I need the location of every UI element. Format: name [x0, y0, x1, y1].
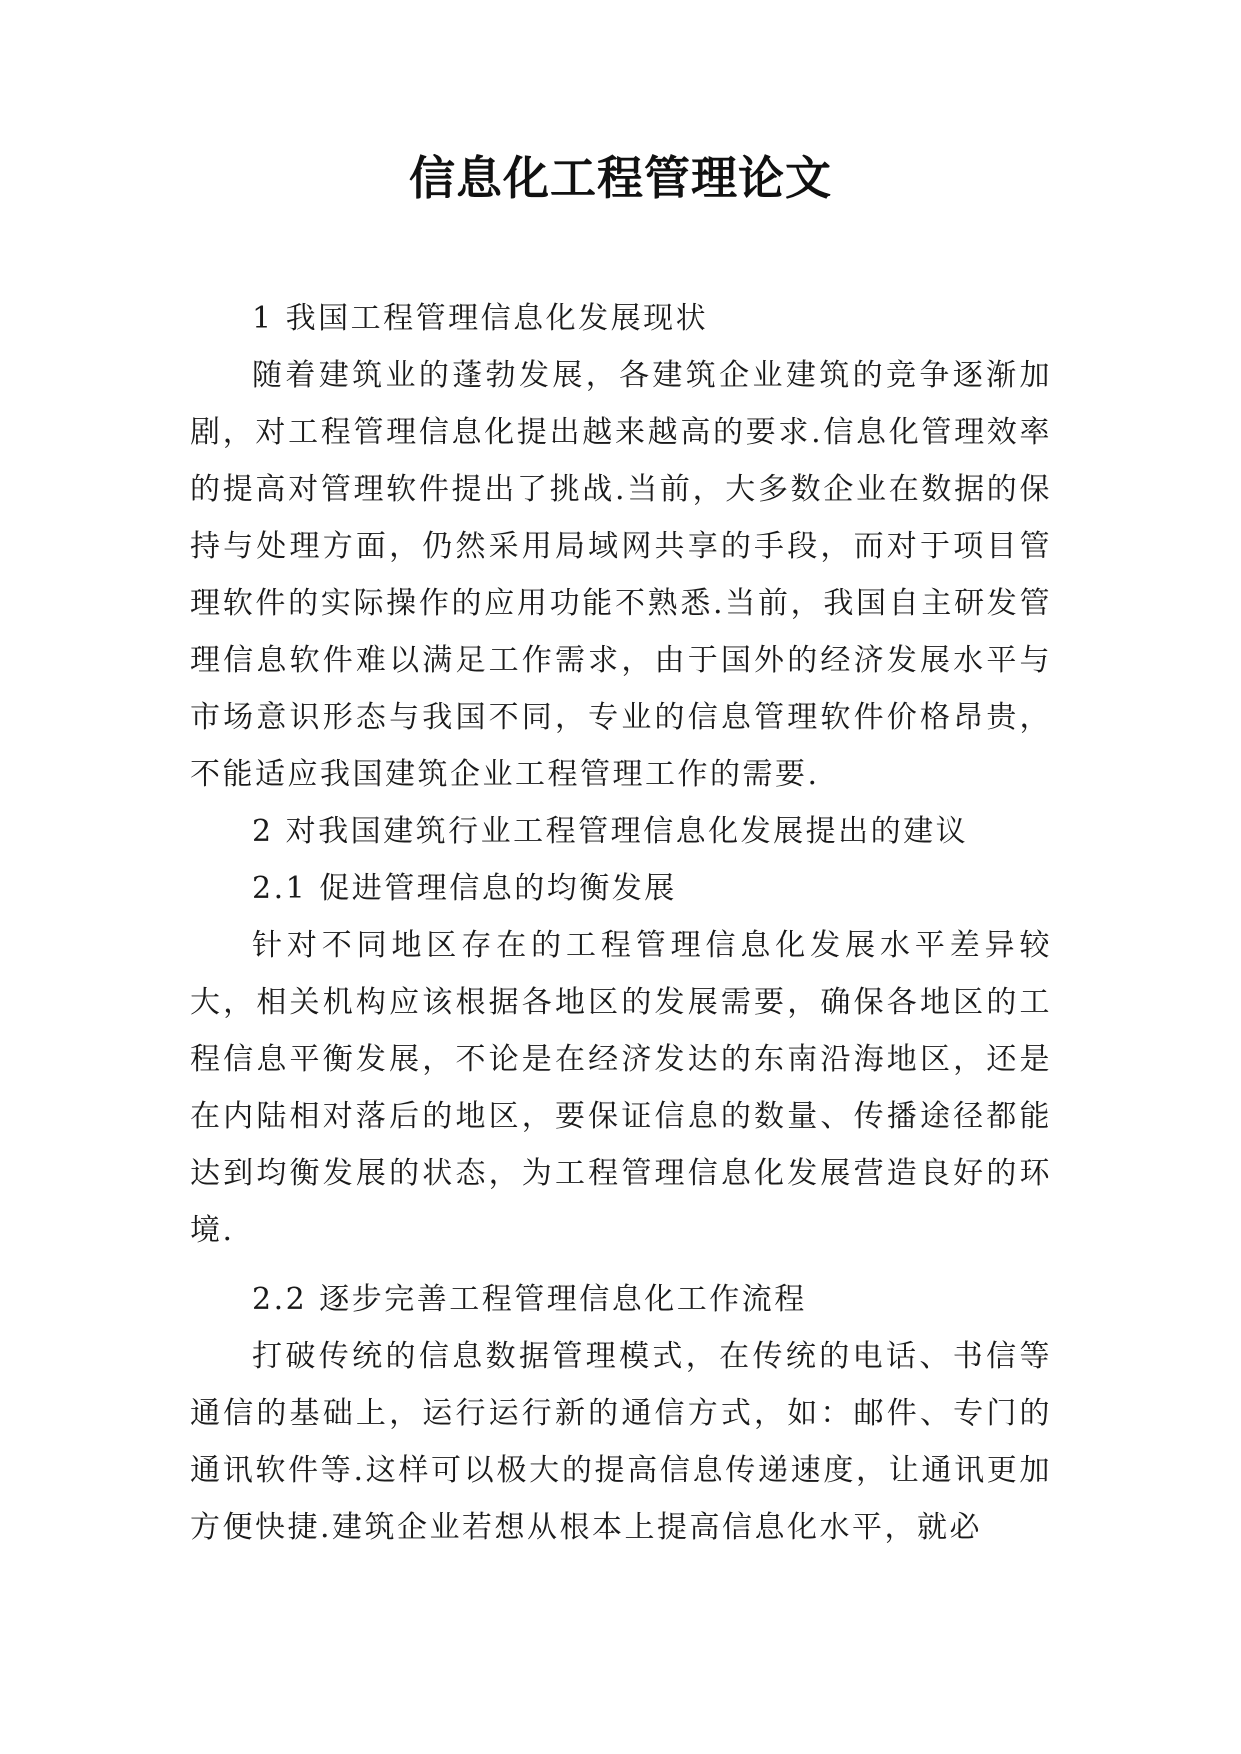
document-body — [190, 290, 1052, 1556]
section-heading-1: 1 我国工程管理信息化发展现状 — [252, 301, 709, 336]
subsection-heading-2-1: 2.1 促进管理信息的均衡发展 — [252, 871, 677, 906]
document-title: 信息化工程管理论文 — [409, 151, 832, 205]
subsection-heading-2-2: 2.2 逐步完善工程管理信息化工作流程 — [252, 1282, 807, 1317]
body-paragraph: 针对不同地区存在的工程管理信息化发展水平差异较大，相关机构应该根据各地区的发展需要，确保各地区的工程信息平衡发展，不论是在经济发达的东南沿海地区，还是在内陆相对落后的地区，要保证信息的数量、传播途径都能达到均衡发展的状态，为工程管理信息化发展营造良好的环境. — [190, 928, 1052, 1248]
body-paragraph: 打破传统的信息数据管理模式，在传统的电话、书信等通信的基础上，运行运行新的通信方式，如：邮件、专门的通讯软件等.这样可以极大的提高信息传递速度，让通讯更加方便快捷.建筑企业若想从根本上提高信息化水平，就必 — [190, 1339, 1052, 1545]
section-heading-2: 2 对我国建筑行业工程管理信息化发展提出的建议 — [252, 814, 969, 849]
body-paragraph: 随着建筑业的蓬勃发展，各建筑企业建筑的竞争逐渐加剧，对工程管理信息化提出越来越高的要求.信息化管理效率的提高对管理软件提出了挑战.当前，大多数企业在数据的保持与处理方面，仍然采用局域网共享的手段，而对于项目管理软件的实际操作的应用功能不熟悉.当前，我国自主研发管理信息软件难以满足工作需求，由于国外的经济发展水平与市场意识形态与我国不同，专业的信息管理软件价格昂贵，不能适应我国建筑企业工程管理工作的需要. — [190, 358, 1052, 792]
